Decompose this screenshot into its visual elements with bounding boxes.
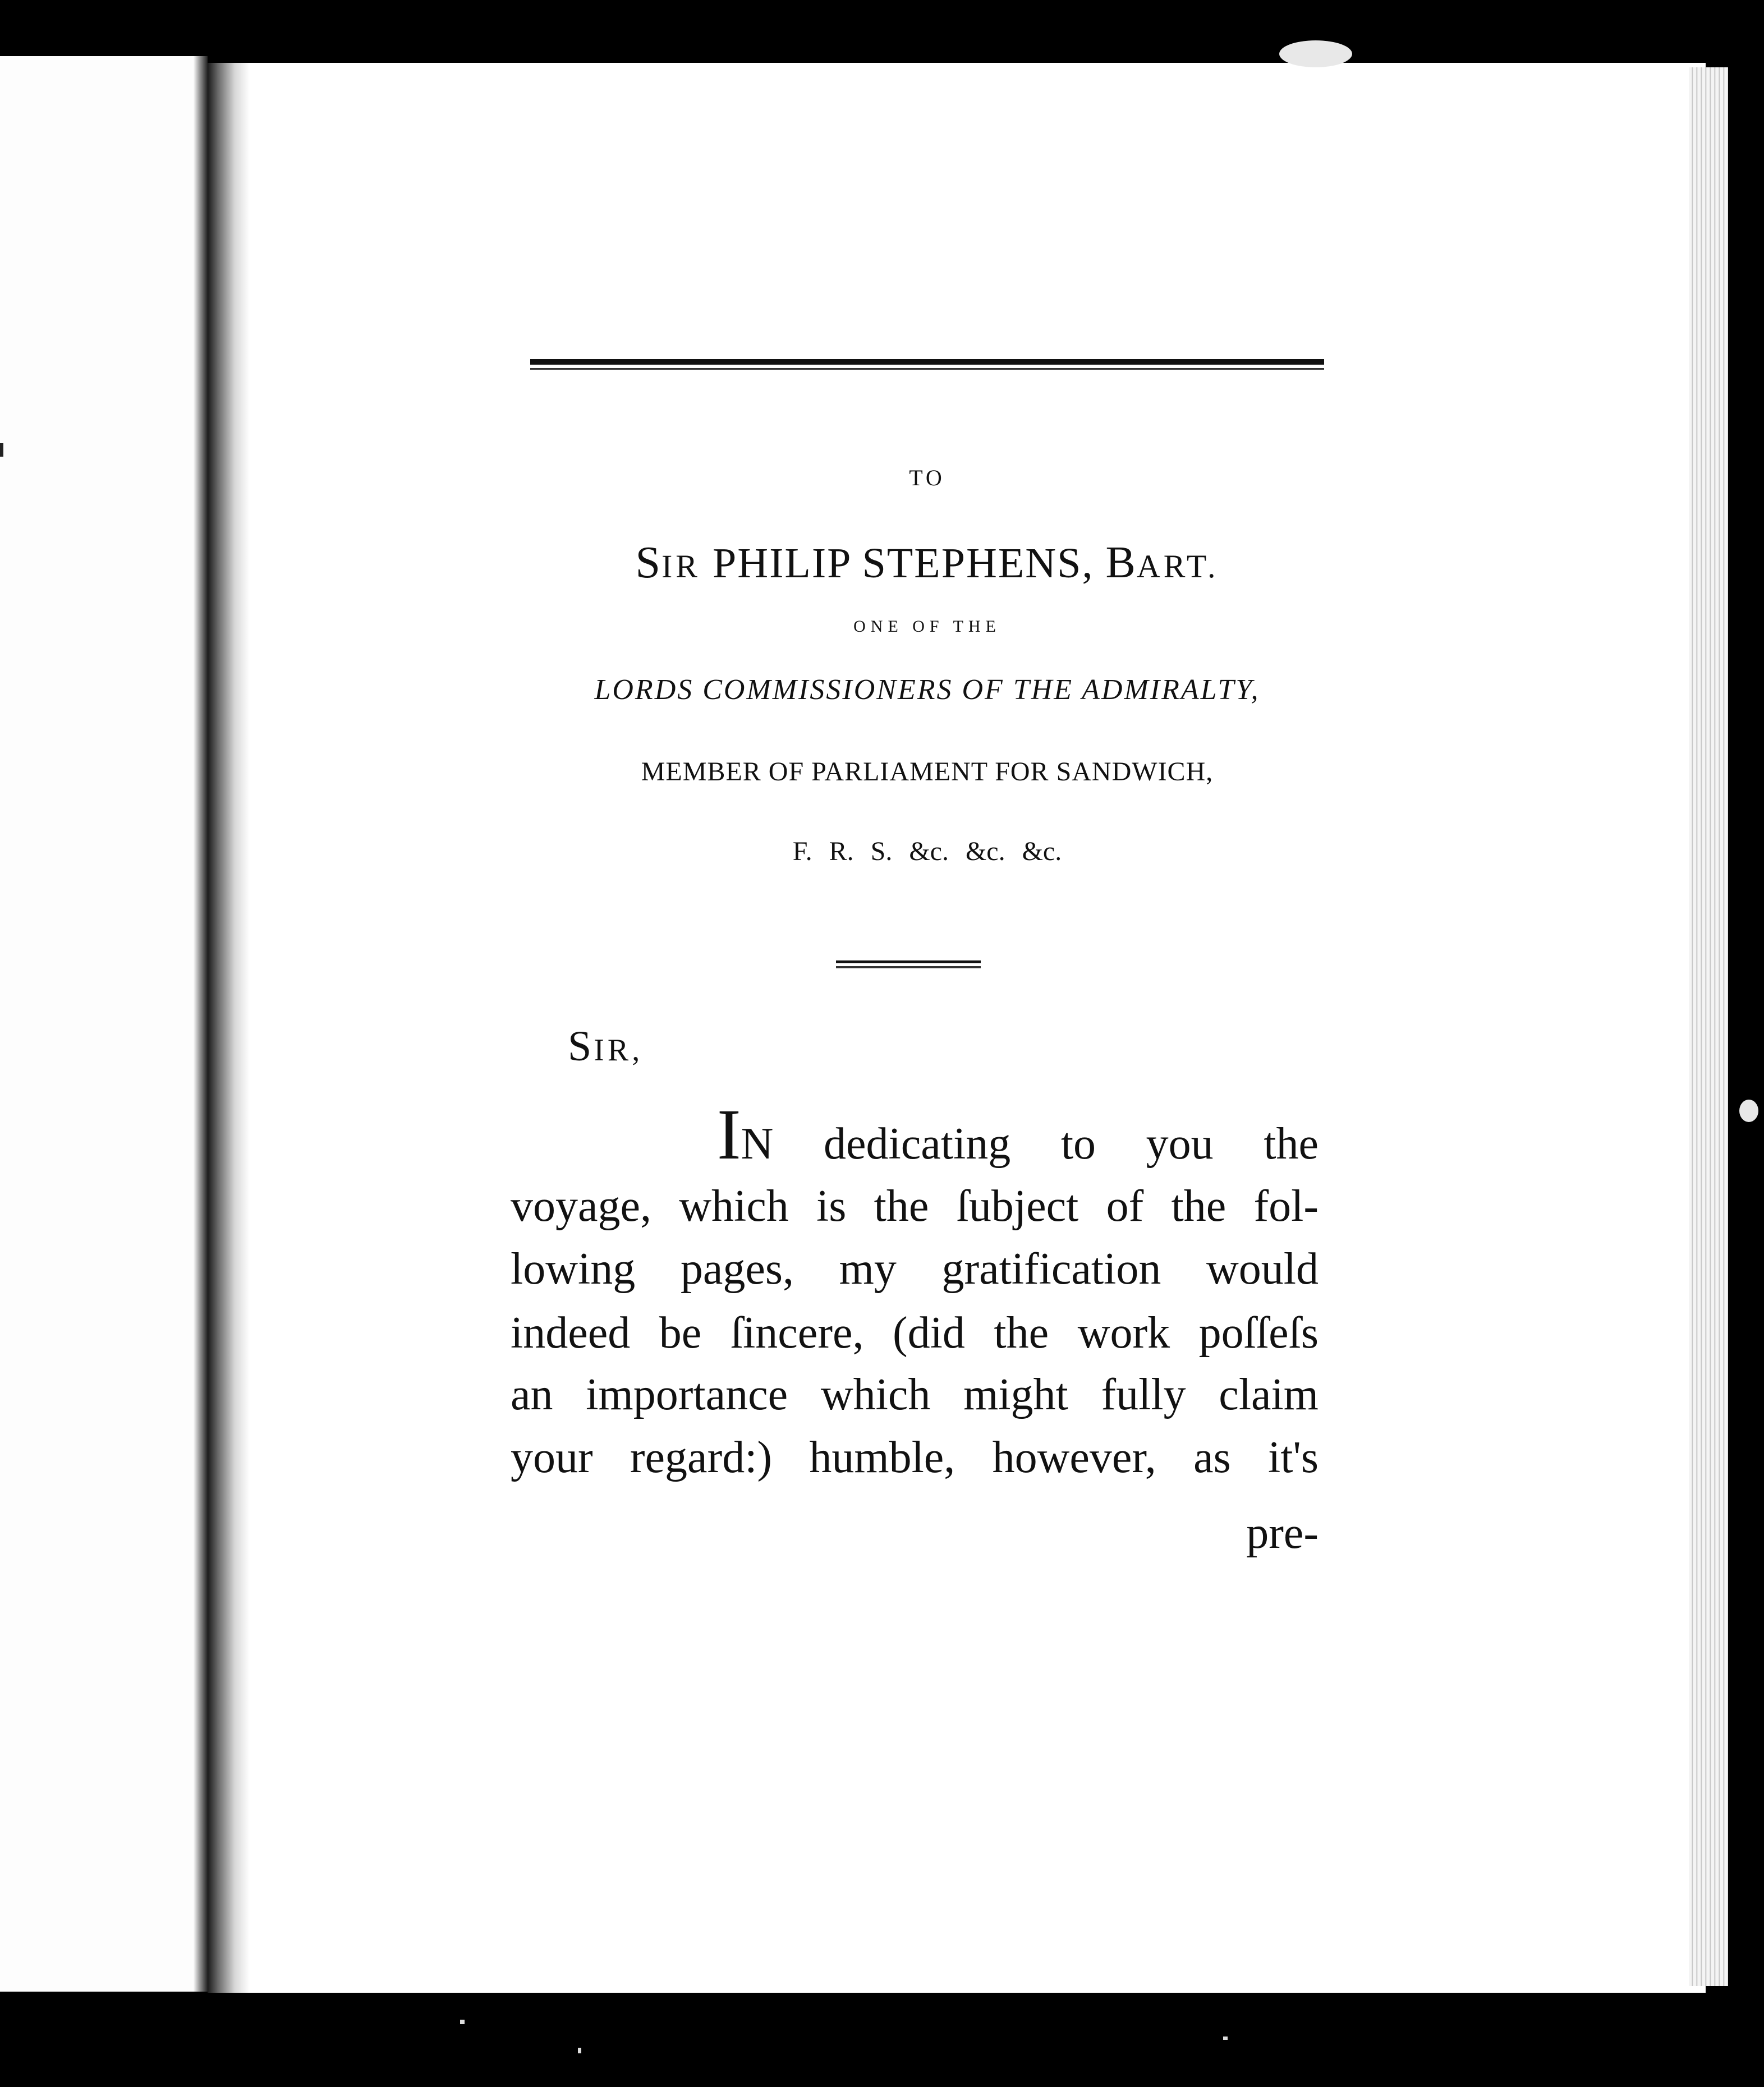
letter-line: voyage, which is the ſubject of the fol- bbox=[511, 1182, 1319, 1231]
salutation-rest: IR, bbox=[594, 1033, 644, 1068]
letter-line-1 bbox=[717, 1095, 1319, 1174]
office-admiralty: LORDS COMMISSIONERS OF THE ADMIRALTY, bbox=[594, 674, 1260, 706]
drop-cap: I bbox=[717, 1095, 741, 1174]
honours: F. R. S. &c. &c. &c. bbox=[792, 836, 1062, 866]
section-rule bbox=[836, 960, 981, 963]
office-parliament: MEMBER OF PARLIAMENT FOR SANDWICH, bbox=[641, 757, 1214, 787]
dedicatee-name bbox=[530, 537, 1324, 589]
dedication-to: TO bbox=[909, 465, 945, 490]
name-main: PHILIP STEPHENS, bbox=[712, 540, 1094, 587]
letter-line: an importance which might fully claim bbox=[511, 1370, 1319, 1419]
top-rule bbox=[530, 359, 1324, 365]
top-rule-thin bbox=[530, 368, 1324, 370]
letter-line: indeed be ſincere, (did the work poſſeſs bbox=[511, 1308, 1319, 1358]
name-bart-initial: B bbox=[1105, 538, 1137, 587]
catchword: pre- bbox=[1246, 1509, 1319, 1558]
letter-line: lowing pages, my gratification would bbox=[511, 1244, 1319, 1294]
salutation bbox=[568, 1022, 643, 1071]
salutation-initial: S bbox=[568, 1023, 594, 1070]
section-rule-thin bbox=[836, 966, 981, 968]
name-sir-rest: IR bbox=[661, 548, 701, 585]
first-line-text: dedicating to you the bbox=[773, 1119, 1319, 1169]
drop-cap-rest: N bbox=[741, 1119, 774, 1169]
name-sir-initial: S bbox=[635, 538, 662, 587]
one-of-the: ONE OF THE bbox=[853, 617, 1001, 636]
letter-line: your regard:) humble, however, as it's bbox=[511, 1433, 1319, 1482]
name-bart-rest: ART. bbox=[1136, 548, 1219, 585]
